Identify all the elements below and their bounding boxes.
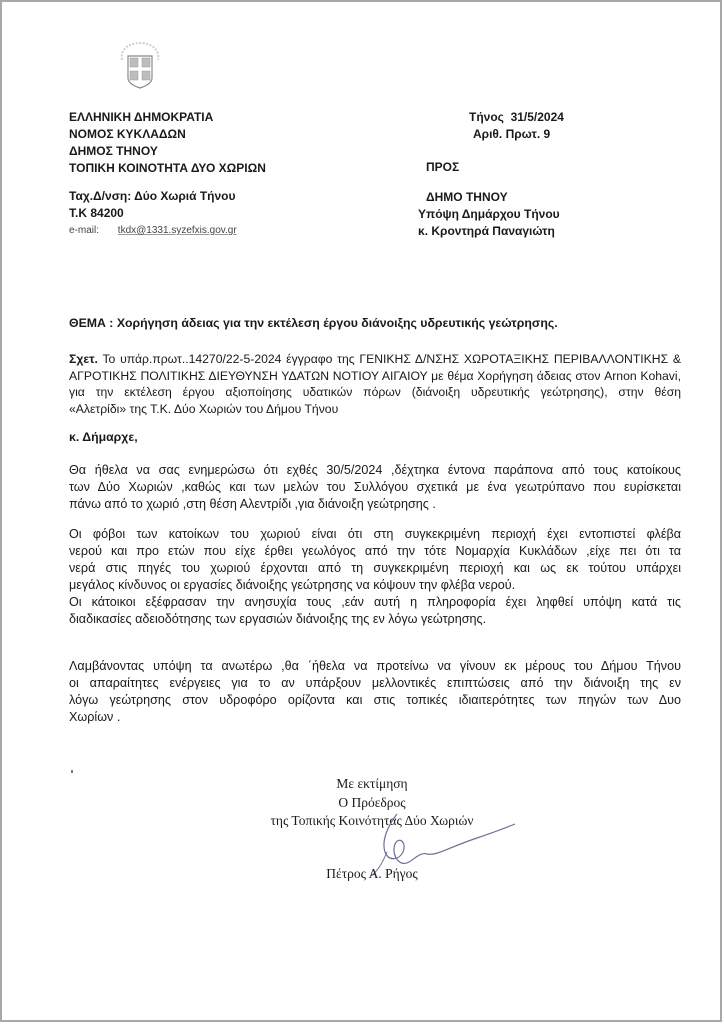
reference-line: «Αλετρίδι» της Τ.Κ. Δύο Χωριών του Δήμου Τήνου [69, 401, 339, 416]
signatory-organization: της Τοπικής Κοινότητας Δύο Χωριών [270, 813, 474, 828]
body-line: νερά στις πηγές του χωριού έρχονται από τη συγκεκριμένη περιοχή και ως εκ τούτου υπάρχει [69, 561, 681, 575]
issuer-line: ΔΗΜΟΣ ΤΗΝΟΥ [69, 144, 158, 158]
body-paragraph-1 [69, 462, 681, 513]
issuer-line: ΝΟΜΟΣ ΚΥΚΛΑΔΩΝ [69, 127, 186, 141]
reference-paragraph [69, 351, 681, 417]
protocol-number: Αριθ. Πρωτ. 9 [473, 127, 551, 141]
recipient-line: ΔΗΜΟ ΤΗΝΟΥ [426, 190, 508, 204]
body-paragraph-2 [69, 526, 681, 628]
email-label: e-mail: [69, 225, 100, 236]
document-date: Τήνος 31/5/2024 [469, 110, 564, 124]
recipient-line: Υπόψη Δημάρχου Τήνου [418, 207, 560, 221]
reference-line: ΑΓΡΟΤΙΚΗΣ ΠΟΛΙΤΙΚΗΣ ΔΙΕΥΘΥΝΣΗ ΥΔΑΤΩΝ ΝΟΤΙΟΥ ΑΙΓΑΙΟΥ με θέμα Χορήγηση άδειας στον Arnon Kohavi, [69, 368, 681, 383]
body-line: διαδικασίες αδειοδότησης των εργασιών διάνοιξης της εν λόγω γεώτρησης. [69, 612, 487, 626]
body-line: οι απαραίτητες ενέργειες για το αν υπάρξουν μελλοντικές επιπτώσεις από την διάνοιξη της εν [69, 676, 681, 690]
body-line: Χωρίων . [69, 710, 121, 724]
reference-line: για την εκτέλεση έργου αξιοποίησης υδατικών πόρων (διάνοιξη υδρευτικής γεώτρησης), στην θέση [69, 385, 681, 400]
body-paragraph-3 [69, 658, 681, 726]
body-line: Λαμβάνοντας υπόψη τα ανωτέρω ,θα ΄ήθελα να προτείνω να γίνουν εκ μέρους του Δήμου Τήνου [69, 659, 681, 673]
body-line: νερού και προ ετών που είχε έρθει γεωλόγος από την τότε Νομαρχία Κυκλάδων ,είχε πει ότι τα [69, 544, 681, 558]
body-line: πάνω από το χωριό ,στη θέση Αλεντρίδι ,για διάνοιξη γεώτρησης . [69, 497, 436, 511]
body-line: Οι κάτοικοι εξέφρασαν την ανησυχία τους ,εάν αυτή η πληροφορία έχει ληφθεί υπόψη κατά τις [69, 595, 681, 609]
greek-coat-of-arms-icon [118, 40, 162, 90]
recipient-block [418, 189, 560, 240]
postal-code: Τ.Κ 84200 [69, 206, 124, 220]
closing: Με εκτίμηση [336, 776, 408, 791]
reference-line [69, 351, 681, 368]
recipient-line: κ. Κροντηρά Παναγιώτη [418, 224, 555, 238]
issuer-line: ΕΛΛΗΝΙΚΗ ΔΗΜΟΚΡΑΤΙΑ [69, 110, 214, 124]
email-link[interactable]: tkdx@1331.syzefxis.gov.gr [117, 225, 237, 236]
reference-label: Σχετ. [69, 352, 98, 366]
signatory-name: Πέτρος Α. Ρήγος [326, 866, 418, 881]
issuer-block [69, 109, 266, 177]
body-line: Οι φόβοι των κατοίκων του χωριού είναι ότι στη συγκεκριμένη περιοχή έχει εντοπιστεί φλέβα [69, 527, 681, 541]
postal-address [69, 188, 236, 222]
signatory-title: Ο Πρόεδρος [338, 794, 406, 810]
body-line: λόγω γεώτρησης στον υδροφόρο ορίζοντα και στις τοπικές ιδιαιτερότητες των πηγών των Δυο [69, 693, 681, 707]
issuer-line: ΤΟΠΙΚΗ ΚΟΙΝΟΤΗΤΑ ΔΥΟ ΧΩΡΙΩΝ [69, 161, 266, 175]
email-line [69, 225, 237, 236]
reference-text: Το υπάρ.πρωτ..14270/22-5-2024 έγγραφο της ΓΕΝΙΚΗΣ Δ/ΝΣΗΣ ΧΩΡΟΤΑΞΙΚΗΣ ΠΕΡΙΒΑΛΛΟΝΤΙΚΗΣ & [97, 352, 681, 366]
to-label: ΠΡΟΣ [426, 160, 460, 174]
body-line: των Δύο Χωριών ,καθώς και των μελών του Συλλόγου σχετικά με ένα γεωτρύπανο που ευρίσκεται [69, 480, 681, 494]
greeting: κ. Δήμαρχε, [69, 430, 138, 444]
body-line: μεγάλος κίνδυνος οι εργασίες διάνοιξης γεώτρησης να κόψουν την φλέβα νερού. [69, 578, 516, 592]
body-line: Θα ήθελα να σας ενημερώσω ότι εχθές 30/5/2024 ,δέχτηκα έντονα παράπονα από τους κατοίκους [69, 463, 681, 477]
subject-line: ΘΕΜΑ : Χορήγηση άδειας για την εκτέλεση έργου διάνοιξης υδρευτικής γεώτρησης. [69, 316, 558, 330]
address-line: Ταχ.Δ/νση: Δύο Χωριά Τήνου [69, 189, 236, 203]
scan-speck [71, 770, 73, 773]
